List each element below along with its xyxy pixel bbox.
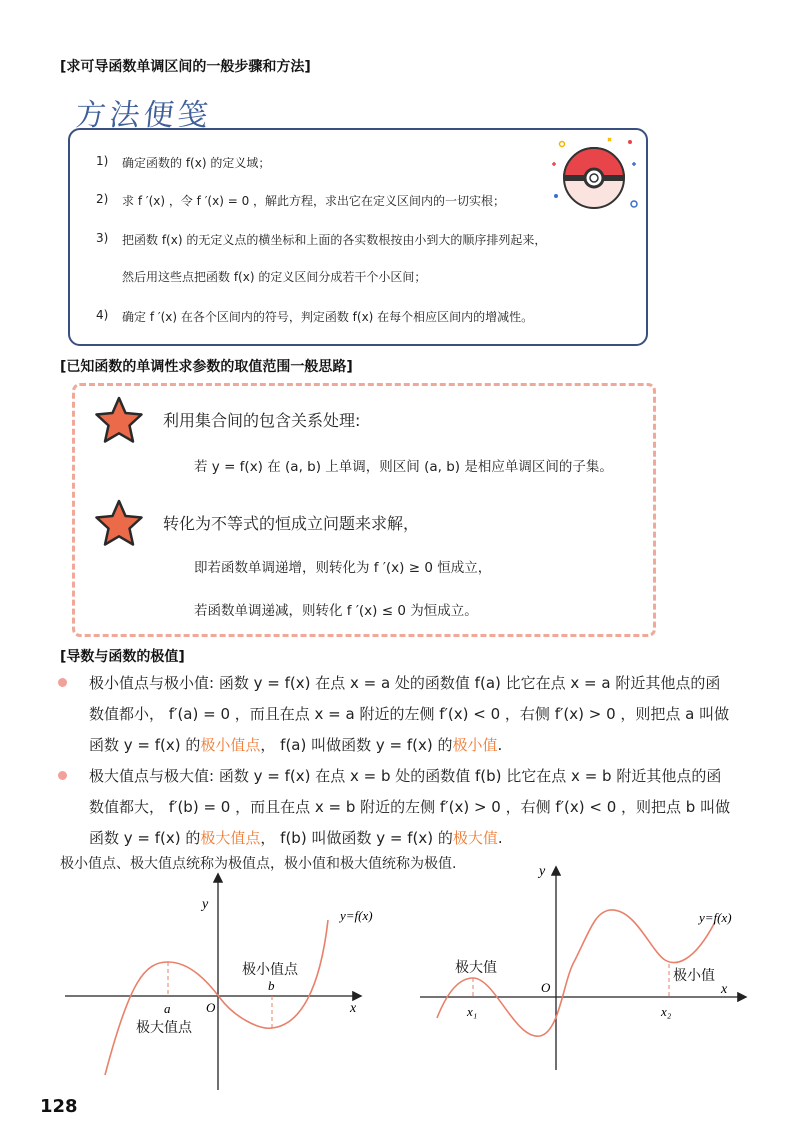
local-max-point-term: 极大值点 [200, 829, 261, 847]
function-curve [105, 920, 328, 1075]
bullet2-line1: 极大值点与极大值: 函数 y = f(x) 在点 x = b 处的函数值 f(b) 比它在点 x = b 附近其他点的函 [89, 767, 722, 785]
x1-label: x₁ [467, 1004, 478, 1019]
local-min-term: 极小值 [452, 736, 498, 754]
pokeball-icon [548, 134, 640, 212]
graph-local-extrema-2 [415, 860, 760, 1075]
method2-line1: 即若函数单调递增，则转化为 f ′(x) ≥ 0 恒成立， [194, 560, 492, 576]
bullet1-line2: 数值都小， f′(a) = 0 ，而且在点 x = a 附近的左侧 f′(x) < 0 ，右侧 f′(x) > 0 ，则把点 a 叫做 [89, 705, 730, 723]
origin-label: O [541, 980, 551, 995]
local-min-point-label: 极小值点 [242, 962, 298, 978]
bullet-dot [58, 771, 67, 780]
graph-local-extrema-1 [60, 870, 380, 1092]
section1-title: [求可导函数单调区间的一般步骤和方法] [60, 59, 311, 75]
bullet2-line2: 数值都大， f′(b) = 0 ，而且在点 x = b 附近的左侧 f′(x) > 0 ，右侧 f′(x) < 0 ，则把点 b 叫做 [89, 798, 731, 816]
method2-line2: 若函数单调递减，则转化 f ′(x) ≤ 0 为恒成立。 [194, 603, 478, 619]
section3-title: [导数与函数的极值] [60, 649, 185, 665]
curve-label: y=f(x) [699, 910, 732, 925]
x-axis-label: x [721, 982, 728, 997]
y-axis-label: y [539, 864, 546, 879]
x-axis-label: x [350, 1001, 357, 1016]
method2-heading: 转化为不等式的恒成立问题来求解， [163, 514, 420, 533]
local-max-term: 极大值 [452, 829, 498, 847]
star-icon [93, 395, 145, 445]
bullet1-line3: 函数 y = f(x) 的极小值点， f(a) 叫做函数 y = f(x) 的极小值. [89, 736, 503, 754]
local-min-point-term: 极小值点 [200, 736, 261, 754]
y-axis-label: y [202, 897, 209, 912]
summary-text: 极小值点、极大值点统称为极值点，极小值和极大值统称为极值. [60, 856, 457, 872]
local-min-label: 极小值 [673, 968, 715, 984]
star-icon [93, 498, 145, 548]
local-max-point-label: 极大值点 [136, 1020, 192, 1036]
bullet1-line1: 极小值点与极小值: 函数 y = f(x) 在点 x = a 处的函数值 f(a) 比它在点 x = a 附近其他点的函 [89, 674, 721, 692]
b-label: b [268, 978, 275, 993]
curve-label: y=f(x) [340, 908, 373, 923]
bullet-dot [58, 678, 67, 687]
a-label: a [164, 1001, 171, 1016]
section2-title: [已知函数的单调性求参数的取值范围一般思路] [60, 359, 353, 375]
page-number: 128 [40, 1096, 78, 1117]
method1-heading: 利用集合间的包含关系处理: [163, 411, 361, 430]
bullet2-line3: 函数 y = f(x) 的极大值点， f(b) 叫做函数 y = f(x) 的极大值. [89, 829, 503, 847]
origin-label: O [206, 1000, 216, 1015]
x2-label: x₂ [661, 1004, 672, 1019]
method-notes-logo: 方法便笺 [73, 98, 214, 133]
method1-detail: 若 y = f(x) 在 (a, b) 上单调，则区间 (a, b) 是相应单调区间的子集。 [194, 459, 613, 475]
local-max-label: 极大值 [455, 960, 497, 976]
